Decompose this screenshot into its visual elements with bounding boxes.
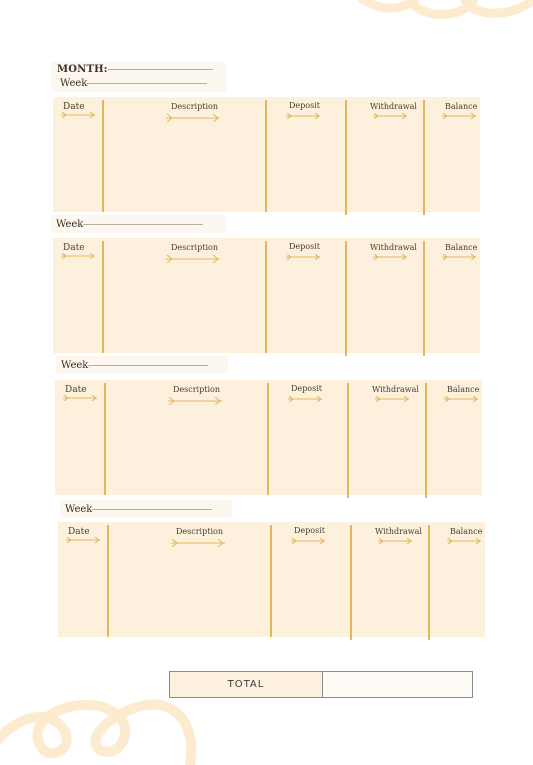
arrow-ornament-icon <box>446 538 482 544</box>
arrow-ornament-icon <box>287 396 323 402</box>
column-header-balance: Balance <box>445 243 478 252</box>
swirl-decoration-top-icon <box>340 0 533 35</box>
column-header-withdrawal: Withdrawal <box>372 385 419 394</box>
week-label-box-2 <box>51 215 226 233</box>
week-label: Week <box>61 360 89 371</box>
column-header-deposit: Deposit <box>289 242 320 251</box>
column-divider <box>270 525 272 637</box>
week-underline <box>92 509 212 510</box>
column-header-description: Description <box>176 527 223 536</box>
week-field[interactable] <box>61 360 208 371</box>
column-header-description: Description <box>173 385 220 394</box>
column-divider <box>265 100 267 212</box>
month-field[interactable] <box>57 64 213 75</box>
column-divider <box>102 241 104 353</box>
column-divider <box>428 525 430 640</box>
week-label: Week <box>65 504 93 515</box>
column-header-deposit: Deposit <box>289 101 320 110</box>
column-divider <box>345 241 347 356</box>
arrow-ornament-icon <box>165 255 221 263</box>
week-label: Week <box>60 78 88 89</box>
column-header-withdrawal: Withdrawal <box>370 102 417 111</box>
week-table-4 <box>58 522 485 637</box>
arrow-ornament-icon <box>165 114 221 122</box>
week-underline <box>88 365 208 366</box>
arrow-ornament-icon <box>441 113 477 119</box>
column-header-balance: Balance <box>445 102 478 111</box>
arrow-ornament-icon <box>374 396 410 402</box>
week-field[interactable] <box>56 219 203 230</box>
column-divider <box>107 525 109 637</box>
column-header-withdrawal: Withdrawal <box>375 527 422 536</box>
column-divider <box>345 100 347 215</box>
column-divider <box>423 100 425 215</box>
week-label: Week <box>56 219 84 230</box>
column-divider <box>350 525 352 640</box>
arrow-ornament-icon <box>285 254 321 260</box>
week-table-1 <box>53 97 480 212</box>
arrow-ornament-icon <box>443 396 479 402</box>
column-header-date: Date <box>68 527 90 537</box>
month-header-box <box>51 62 226 92</box>
arrow-ornament-icon <box>290 538 326 544</box>
arrow-ornament-icon <box>167 397 223 405</box>
column-header-date: Date <box>65 385 87 395</box>
column-header-deposit: Deposit <box>294 526 325 535</box>
week-underline <box>83 224 203 225</box>
week-label-box-3 <box>56 356 228 374</box>
week-label-box-4 <box>60 500 232 518</box>
week-field[interactable] <box>60 78 207 89</box>
arrow-ornament-icon <box>372 254 408 260</box>
total-value-field[interactable] <box>323 672 472 697</box>
column-divider <box>102 100 104 212</box>
total-label: TOTAL <box>170 672 323 697</box>
column-divider <box>423 241 425 356</box>
arrow-ornament-icon <box>65 537 101 543</box>
total-box <box>169 671 473 698</box>
column-header-description: Description <box>171 102 218 111</box>
arrow-ornament-icon <box>372 113 408 119</box>
column-header-description: Description <box>171 243 218 252</box>
week-table-3 <box>55 380 482 495</box>
month-label: MONTH: <box>57 64 108 75</box>
arrow-ornament-icon <box>170 539 226 547</box>
column-header-deposit: Deposit <box>291 384 322 393</box>
column-divider <box>104 383 106 495</box>
column-header-balance: Balance <box>450 527 483 536</box>
week-field[interactable] <box>65 504 212 515</box>
arrow-ornament-icon <box>60 253 96 259</box>
column-header-date: Date <box>63 243 85 253</box>
arrow-ornament-icon <box>441 254 477 260</box>
arrow-ornament-icon <box>60 112 96 118</box>
week-table-2 <box>53 238 480 353</box>
column-divider <box>425 383 427 498</box>
column-header-withdrawal: Withdrawal <box>370 243 417 252</box>
column-divider <box>265 241 267 353</box>
column-divider <box>267 383 269 495</box>
column-header-date: Date <box>63 102 85 112</box>
arrow-ornament-icon <box>285 113 321 119</box>
week-underline <box>87 83 207 84</box>
arrow-ornament-icon <box>377 538 413 544</box>
column-header-balance: Balance <box>447 385 480 394</box>
month-underline <box>108 69 213 70</box>
arrow-ornament-icon <box>62 395 98 401</box>
column-divider <box>347 383 349 498</box>
